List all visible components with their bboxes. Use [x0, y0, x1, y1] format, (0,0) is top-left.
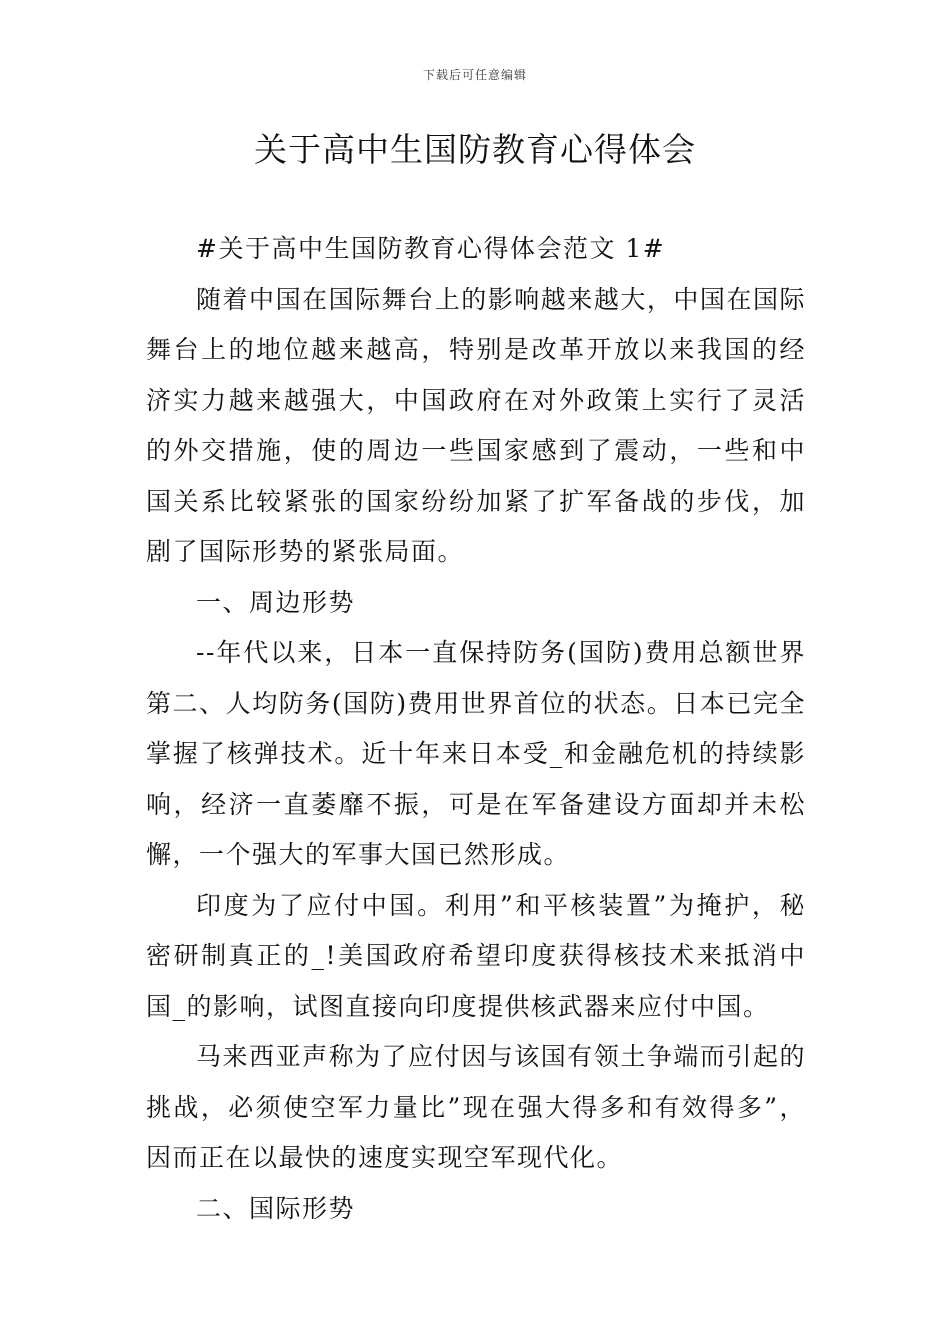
document-title: 关于高中生国防教育心得体会 — [254, 130, 696, 169]
document-body — [146, 224, 806, 1234]
section-heading: 一、周边形势 — [196, 587, 356, 617]
paragraph-subheading: #关于高中生国防教育心得体会范文 1# — [196, 234, 666, 263]
paragraph: 印度为了应付中国。利用”和平核装置”为掩护，秘密研制真正的_!美国政府希望印度获得核技术来抵消中国_的影响，试图直接向印度提供核武器来应付中国。 — [146, 890, 806, 1021]
paragraph: --年代以来，日本一直保持防务(国防)费用总额世界第二、人均防务(国防)费用世界首位的状态。日本已完全掌握了核弹技术。近十年来日本受_和金融危机的持续影响，经济一直萎靡不振，可是在军备建设方面却并未松懈，一个强大的军事大国已然形成。 — [146, 638, 806, 869]
paragraph: 随着中国在国际舞台上的影响越来越大，中国在国际舞台上的地位越来越高，特别是改革开放以来我国的经济实力越来越强大，中国政府在对外政策上实行了灵活的外交措施，使的周边一些国家感到了震动，一些和中国关系比较紧张的国家纷纷加紧了扩军备战的步伐，加剧了国际形势的紧张局面。 — [146, 284, 806, 566]
section-heading: 二、国际形势 — [196, 1193, 356, 1223]
paragraph: 马来西亚声称为了应付因与该国有领土争端而引起的挑战，必须使空军力量比”现在强大得多和有效得多”，因而正在以最快的速度实现空军现代化。 — [146, 1042, 806, 1172]
header-note: 下载后可任意编辑 — [422, 68, 527, 82]
